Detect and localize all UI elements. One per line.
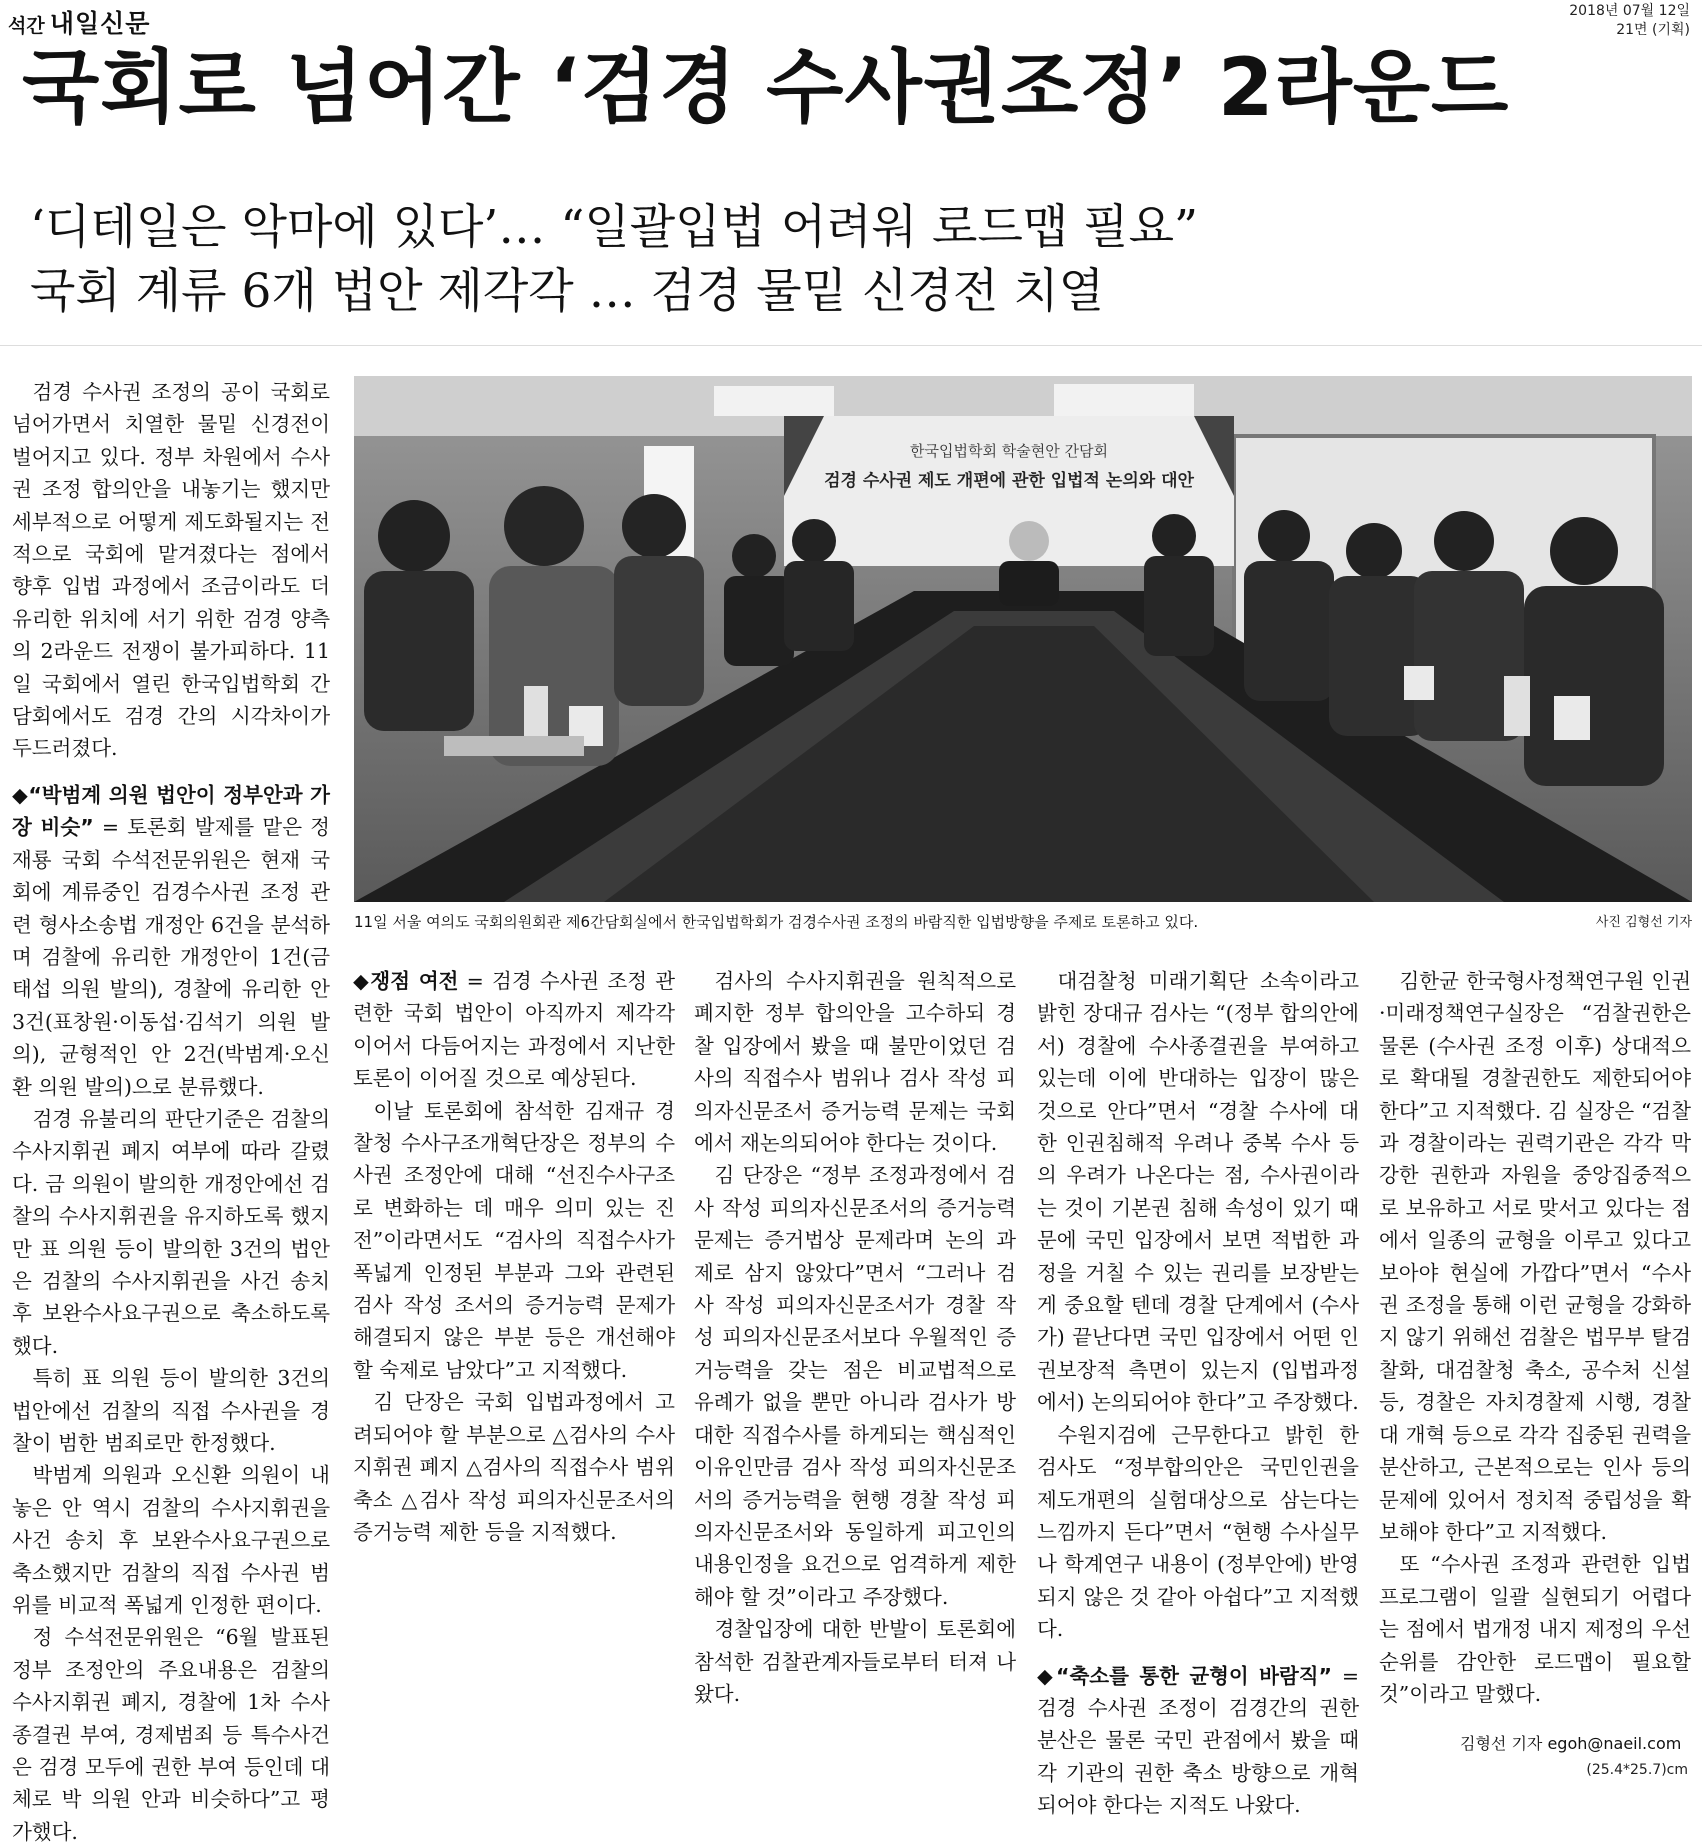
subhead-2: 국회 계류 6개 법안 제각각 … 검경 물밑 신경전 치열 — [30, 264, 1104, 319]
masthead — [8, 4, 150, 40]
section-2-paragraph — [353, 965, 675, 1095]
subhead-1: ‘디테일은 악마에 있다’… “일괄입법 어려워 로드맵 필요” — [30, 200, 1199, 255]
masthead-name: 내일신문 — [49, 9, 151, 38]
byline: 김형선 기자 egoh@naeil.com — [1460, 1734, 1682, 1753]
publication-date: 2018년 07월 12일 — [1569, 3, 1690, 19]
section-3-heading: ◆“축소를 통한 균형이 바람직” — [1037, 1663, 1333, 1688]
photo-illustration — [354, 376, 1692, 902]
section-2-heading: ◆쟁점 여전 — [353, 969, 459, 993]
masthead-prefix: 석간 — [8, 15, 45, 37]
paragraph: 검경 유불리의 판단기준은 검찰의 수사지휘권 폐지 여부에 따라 갈렸다. 금 의원이 발의한 개정안에선 검찰의 수사지휘권을 유지하도록 했지만 표 의원 등이 발의한 3건의 법안은 검찰의 수사지휘권을 사건 송치 후 보완수사요구권으로 축소하도록 했다. — [12, 1106, 330, 1358]
section-2-text: = 검경 수사권 조정 관련한 국회 법안이 아직까지 제각각이어서 다듬어지는 과정에서 지난한 토론이 이어질 것으로 예상된다. — [353, 969, 675, 1091]
section-1-text: = 토론회 발제를 맡은 정재룡 국회 수석전문위원은 현재 국회에 계류중인 검경수사권 조정 관련 형사소송법 개정안 6건을 분석하며 검찰에 유리한 개정안이 1건(금태섭 의원 발의), 경찰에 유리한 안 3건(표창원·이동섭·김석기 의원 발의), 균형적인 안 2건(박범계·오신환 의원 발의)으로 분류했다. — [12, 815, 330, 1099]
paragraph: 김 단장은 국회 입법과정에서 고려되어야 할 부분으로 △검사의 수사지휘권 폐지 △검사의 직접수사 범위 축소 △검사 작성 피의자신문조서의 증거능력 제한 등을 지적했다. — [353, 1390, 675, 1544]
article-column-4 — [1037, 965, 1359, 1822]
paragraph: 정 수석전문위원은 “6월 발표된 정부 조정안의 주요내용은 검찰의 수사지휘권 폐지, 경찰에 1차 수사종결권 부여, 경제범죄 등 특수사건은 검경 모두에 권한 부여 등인데 대체로 박 의원 안과 비슷하다”고 평가했다. — [12, 1625, 330, 1844]
section-1-heading: ◆“박범계 의원 법안이 정부안과 가장 비슷” — [12, 782, 330, 840]
paragraph: 검사의 수사지휘권을 원칙적으로 폐지한 정부 합의안을 고수하되 경찰 입장에서 봤을 때 불만이었던 검사의 직접수사 범위나 검사 작성 피의자신문조서 증거능력 문제는 국회에서 재논의되어야 한다는 것이다. — [694, 969, 1016, 1156]
paragraph: 또 “수사권 조정과 관련한 입법프로그램이 일괄 실현되기 어렵다는 점에서 법개정 내지 제정의 우선순위를 감안한 로드맵이 필요할 것”이라고 말했다. — [1379, 1552, 1691, 1706]
paragraph: 박범계 의원과 오신환 의원이 내놓은 안 역시 검찰의 수사지휘권을 사건 송치 후 보완수사요구권으로 축소했지만 검찰의 직접 수사권 범위를 비교적 폭넓게 인정한 편이다. — [12, 1463, 330, 1618]
paragraph: 대검찰청 미래기획단 소속이라고 밝힌 장대규 검사는 “(정부 합의안에서) 경찰에 수사종결권을 부여하고 있는데 이에 반대하는 입장이 많은 것으로 안다”면서 “경찰 수사에 대한 인권침해적 우려나 중복 수사 등의 우려가 나온다는 점, 수사권이라는 것이 기본권 침해 속성이 있기 때문에 국민 입장에서 보면 적법한 과정을 거칠 수 있는 권리를 보장받는 게 중요할 텐데 경찰 단계에서 (수사가) 끝난다면 국민 입장에서 어떤 인권보장적 측면이 있는지 (입법과정에서) 논의되어야 한다”고 주장했다. — [1037, 969, 1359, 1415]
headline: 국회로 넘어간 ‘검경 수사권조정’ 2라운드 — [22, 41, 1510, 134]
section-3-text: = 검경 수사권 조정이 검경간의 권한 분산은 물론 국민 관점에서 봤을 때 각 기관의 권한 축소 방향으로 개혁되어야 한다는 지적도 나왔다. — [1037, 1663, 1359, 1818]
article-column-3 — [694, 965, 1016, 1710]
article-column-5 — [1379, 965, 1691, 1710]
article-size: (25.4*25.7)cm — [1586, 1762, 1688, 1778]
paragraph: 수원지검에 근무한다고 밝힌 한 검사도 “정부합의안은 국민인권을 제도개편의 실험대상으로 삼는다는 느낌까지 든다”면서 “현행 수사실무나 학계연구 내용이 (정부안에) 반영되지 않은 것 같아 아쉽다”고 지적했다. — [1037, 1422, 1359, 1642]
paragraph: 이날 토론회에 참석한 김재규 경찰청 수사구조개혁단장은 정부의 수사권 조정안에 대해 “선진수사구조로 변화하는 데 매우 의미 있는 진전”이라면서도 “검사의 직접수사가 폭넓게 인정된 부분과 그와 관련된 검사 작성 조서의 증거능력 문제가 해결되지 않은 부분 등은 개선해야 할 숙제로 남았다”고 지적했다. — [353, 1098, 675, 1382]
meeting-photo — [354, 376, 1692, 902]
dateline — [1569, 2, 1690, 40]
photo-caption — [354, 911, 1692, 932]
banner-title: 한국입법학회 학술현안 간담회 — [910, 442, 1108, 460]
section-1-paragraph — [12, 779, 330, 1103]
paragraph: 김 단장은 “정부 조정과정에서 검사 작성 피의자신문조서의 증거능력 문제는 증거법상 문제라며 논의 과제로 삼지 않았다”면서 “그러나 검사 작성 피의자신문조서가 경찰 작성 피의자신문조서보다 우월적인 증거능력을 갖는 점은 비교법적으로 유례가 없을 뿐만 아니라 검사가 방대한 직접수사를 하게되는 핵심적인 이유인만큼 검사 작성 피의자신문조서의 증거능력을 현행 경찰 작성 피의자신문조서와 동일하게 피고인의 내용인정을 요건으로 엄격하게 제한해야 할 것”이라고 주장했다. — [694, 1163, 1016, 1609]
banner-subtitle: 검경 수사권 제도 개편에 관한 입법적 논의와 대안 — [824, 471, 1194, 491]
paragraph: 김한균 한국형사정책연구원 인권·미래정책연구실장은 “검찰권한은 물론 (수사권 조정 이후) 상대적으로 확대될 경찰권한도 제한되어야 한다”고 지적했다. 김 실장은 “검찰과 경찰이라는 권력기관은 각각 막강한 권한과 자원을 중앙집중적으로 보유하고 서로 맞서고 있다는 점에서 일종의 균형을 이루고 있다고 보아야 현실에 가깝다”면서 “수사권 조정을 통해 이런 균형을 강화하지 않기 위해선 검찰은 법무부 탈검찰화, 대검찰청 축소, 공수처 신설 등, 경찰은 자치경찰제 시행, 경찰대 개혁 등으로 각각 집중된 권력을 분산하고, 근본적으로는 인사 등의 문제에 있어서 정치적 중립성을 확보해야 한다”고 지적했다. — [1379, 969, 1691, 1544]
section-3-paragraph — [1037, 1660, 1359, 1822]
paragraph: 경찰입장에 대한 반발이 토론회에 참석한 검찰관계자들로부터 터져 나왔다. — [694, 1617, 1016, 1706]
lead-paragraph: 검경 수사권 조정의 공이 국회로 넘어가면서 치열한 물밑 신경전이 벌어지고 있다. 정부 차원에서 수사권 조정 합의안을 내놓기는 했지만 세부적으로 어떻게 제도화될지는 전적으로 국회에 맡겨졌다는 점에서 향후 입법 과정에서 조금이라도 더 유리한 위치에 서기 위한 검경 양측의 2라운드 전쟁이 불가피하다. 11일 국회에서 열린 한국입법학회 간담회에서도 검경 간의 시각차이가 두드러졌다. — [12, 380, 330, 761]
photo-credit: 사진 김형선 기자 — [1595, 915, 1692, 930]
paragraph: 특히 표 의원 등이 발의한 3건의 법안에선 검찰의 직접 수사권을 경찰이 범한 범죄로만 한정했다. — [12, 1366, 330, 1455]
article-column-2 — [353, 965, 675, 1548]
divider — [0, 345, 1702, 346]
article-column-1 — [12, 376, 330, 1848]
caption-text: 11일 서울 여의도 국회의원회관 제6간담회실에서 한국입법학회가 검경수사권 조정의 바람직한 입법방향을 주제로 토론하고 있다. — [354, 913, 1199, 931]
page-section: 21면 (기획) — [1616, 22, 1690, 38]
